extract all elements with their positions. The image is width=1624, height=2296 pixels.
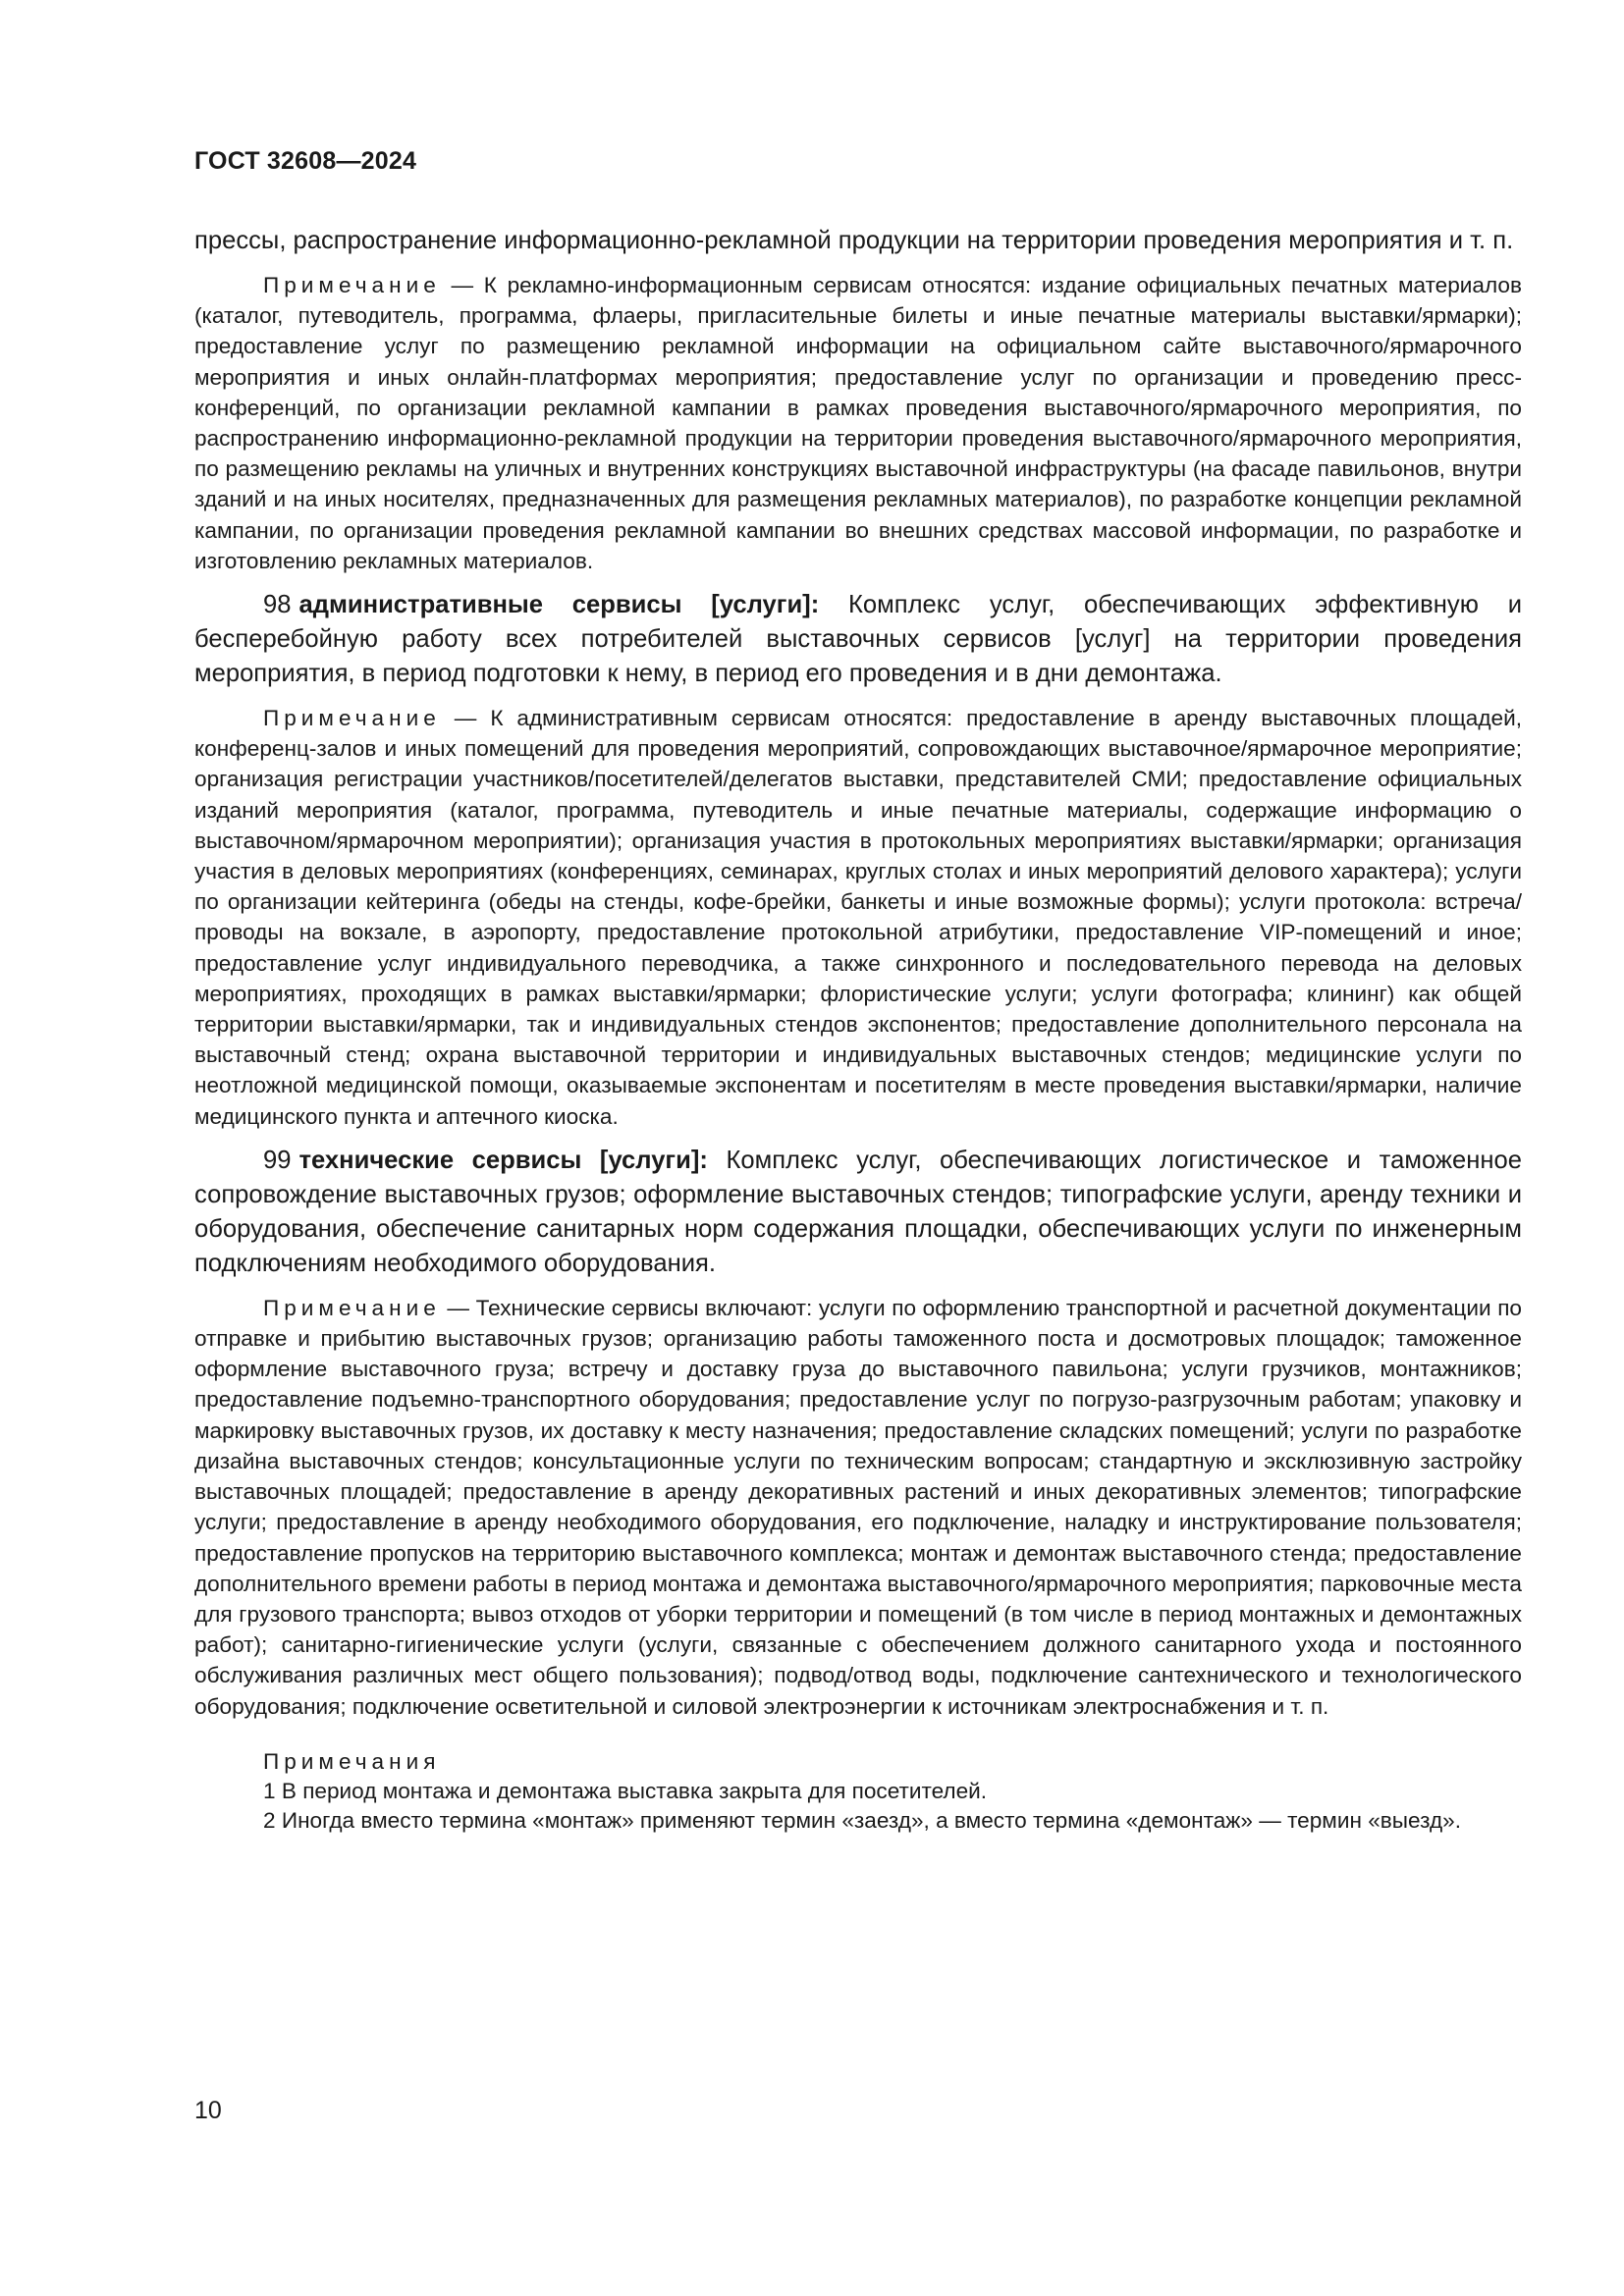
notes-title: Примечания [263, 1748, 441, 1774]
term-entry-98 [194, 588, 1522, 691]
intro-text: прессы, распространение информационно-рекламной продукции на территории проведения мероприятия и т. п. [194, 227, 1514, 254]
note-administrative-services [194, 703, 1522, 1132]
term-entry-99 [194, 1144, 1522, 1281]
page-content [194, 224, 1522, 1836]
note-label: Примечание [263, 273, 441, 297]
note-text: Технические сервисы включают: услуги по оформлению транспортной и расчетной документации по отправке и прибытию выставочных грузов; организацию работы таможенного поста и досмотровых площадок; таможенное оформление выставочного груза; встречу и доставку груза до выставочного павильона; услуги грузчиков, монтажников; предоставление подъемно-транспортного оборудования; предоставление услуг по погрузо-разгрузочным работам; упаковку и маркировку выставочных грузов, их доставку к месту назначения; предоставление складских помещений; услуги по разработке дизайна выставочных стендов; консультационные услуги по техническим вопросам; стандартную и эксклюзивную застройку выставочных площадей; предоставление в аренду декоративных растений и иных декоративных элементов; типографские услуги; предоставление в аренду необходимого оборудования, его подключение, наладку и инструктирование пользователя; предоставление пропусков на территорию выставочного комплекса; монтаж и демонтаж выставочного стенда; предоставление дополнительного времени работы в период монтажа и демонтажа выставочного/ярмарочного мероприятия; парковочные места для грузового транспорта; вывоз отходов от уборки территории и помещений (в том числе в период монтажных и демонтажных работ); санитарно-гигиенические услуги (услуги, связанные с обеспечением должного санитарного ухода и постоянного обслуживания различных мест общего пользования); подвод/отвод воды, подключение сантехнического и технологического оборудования; подключение осветительной и силовой электроэнергии к источникам электроснабжения и т. п. [194, 1295, 1522, 1719]
term-definition: Комплекс услуг, обеспечивающих эффективную и бесперебойную работу всех потребителей выставочных сервисов [услуг] на территории проведения мероприятия, в период подготовки к нему, в период его проведения и в дни демонтажа. [194, 591, 1522, 688]
note-label: Примечание [263, 706, 441, 731]
standard-code-header: ГОСТ 32608—2024 [194, 147, 417, 175]
term-number: 99 [263, 1146, 292, 1174]
note-technical-services [194, 1293, 1522, 1722]
term-title: административные сервисы [услуги]: [298, 591, 820, 619]
notes-block [194, 1747, 1522, 1836]
note-text: К административным сервисам относятся: предоставление в аренду выставочных площадей, конференц-залов и иных помещений для проведения мероприятий, сопровождающих выставочное/ярмарочное мероприятие; организация регистрации участников/посетителей/делегатов выставки, представителей СМИ; предоставление официальных изданий мероприятия (каталог, программа, путеводитель и иные печатные материалы, содержащие информацию о выставочном/ярмарочном мероприятии); организация участия в протокольных мероприятиях выставки/ярмарки; организация участия в деловых мероприятиях (конференциях, семинарах, круглых столах и иных мероприятий делового характера); услуги по организации кейтеринга (обеды на стенды, кофе-брейки, банкеты и иные возможные формы); услуги протокола: встреча/проводы на вокзале, в аэропорту, предоставление протокольной атрибутики, предоставление VIP-помещений и иное; предоставление услуг индивидуального переводчика, а также синхронного и последовательного перевода на деловых мероприятиях, проходящих в рамках выставки/ярмарки; флористические услуги; услуги фотографа; клининг) как общей территории выставки/ярмарки, так и индивидуальных стендов экспонентов; предоставление дополнительного персонала на выставочный стенд; охрана выставочной территории и индивидуальных выставочных стендов; медицинские услуги по неотложной медицинской помощи, оказываемые экспонентам и посетителям в месте проведения выставки/ярмарки, наличие медицинского пункта и аптечного киоска. [194, 706, 1522, 1129]
note-label: Примечание [263, 1295, 441, 1320]
notes-item-2: 2 Иногда вместо термина «монтаж» применяют термин «заезд», а вместо термина «демонтаж» — термин «выезд». [263, 1807, 1461, 1833]
note-text: К рекламно-информационным сервисам относятся: издание официальных печатных материалов (каталог, путеводитель, программа, флаеры, пригласительные билеты и иные печатные материалы выставки/ярмарки); предоставление услуг по размещению рекламной информации на официальном сайте выставочного/ярмарочного мероприятия и иных онлайн-платформах мероприятия; предоставление услуг по организации и проведению пресс-конференций, по организации рекламной кампании в рамках проведения выставочного/ярмарочного мероприятия, по распространению информационно-рекламной продукции на территории проведения выставочного/ярмарочного мероприятия, по размещению рекламы на уличных и внутренних конструкциях выставочной инфраструктуры (на фасаде павильонов, внутри зданий и на иных носителях, предназначенных для размещения рекламных материалов), по разработке концепции рекламной кампании, по организации проведения рекламной кампании во внешних средствах массовой информации, по разработке и изготовлению рекламных материалов. [194, 273, 1522, 573]
term-definition: Комплекс услуг, обеспечивающих логистическое и таможенное сопровождение выставочных грузов; оформление выставочных стендов; типографские услуги, аренду техники и оборудования, обеспечение санитарных норм содержания площадки, обеспечивающих услуги по инженерным подключениям необходимого оборудования. [194, 1146, 1522, 1277]
note-advertising-services [194, 270, 1522, 576]
note-dash: — [440, 706, 491, 731]
term-number: 98 [263, 591, 292, 619]
note-dash: — [440, 273, 484, 297]
term-title: технические сервисы [услуги]: [298, 1146, 708, 1174]
notes-item-1: 1 В период монтажа и демонтажа выставка закрыта для посетителей. [263, 1778, 988, 1803]
note-dash: — [440, 1295, 476, 1320]
page-number: 10 [194, 2097, 222, 2124]
